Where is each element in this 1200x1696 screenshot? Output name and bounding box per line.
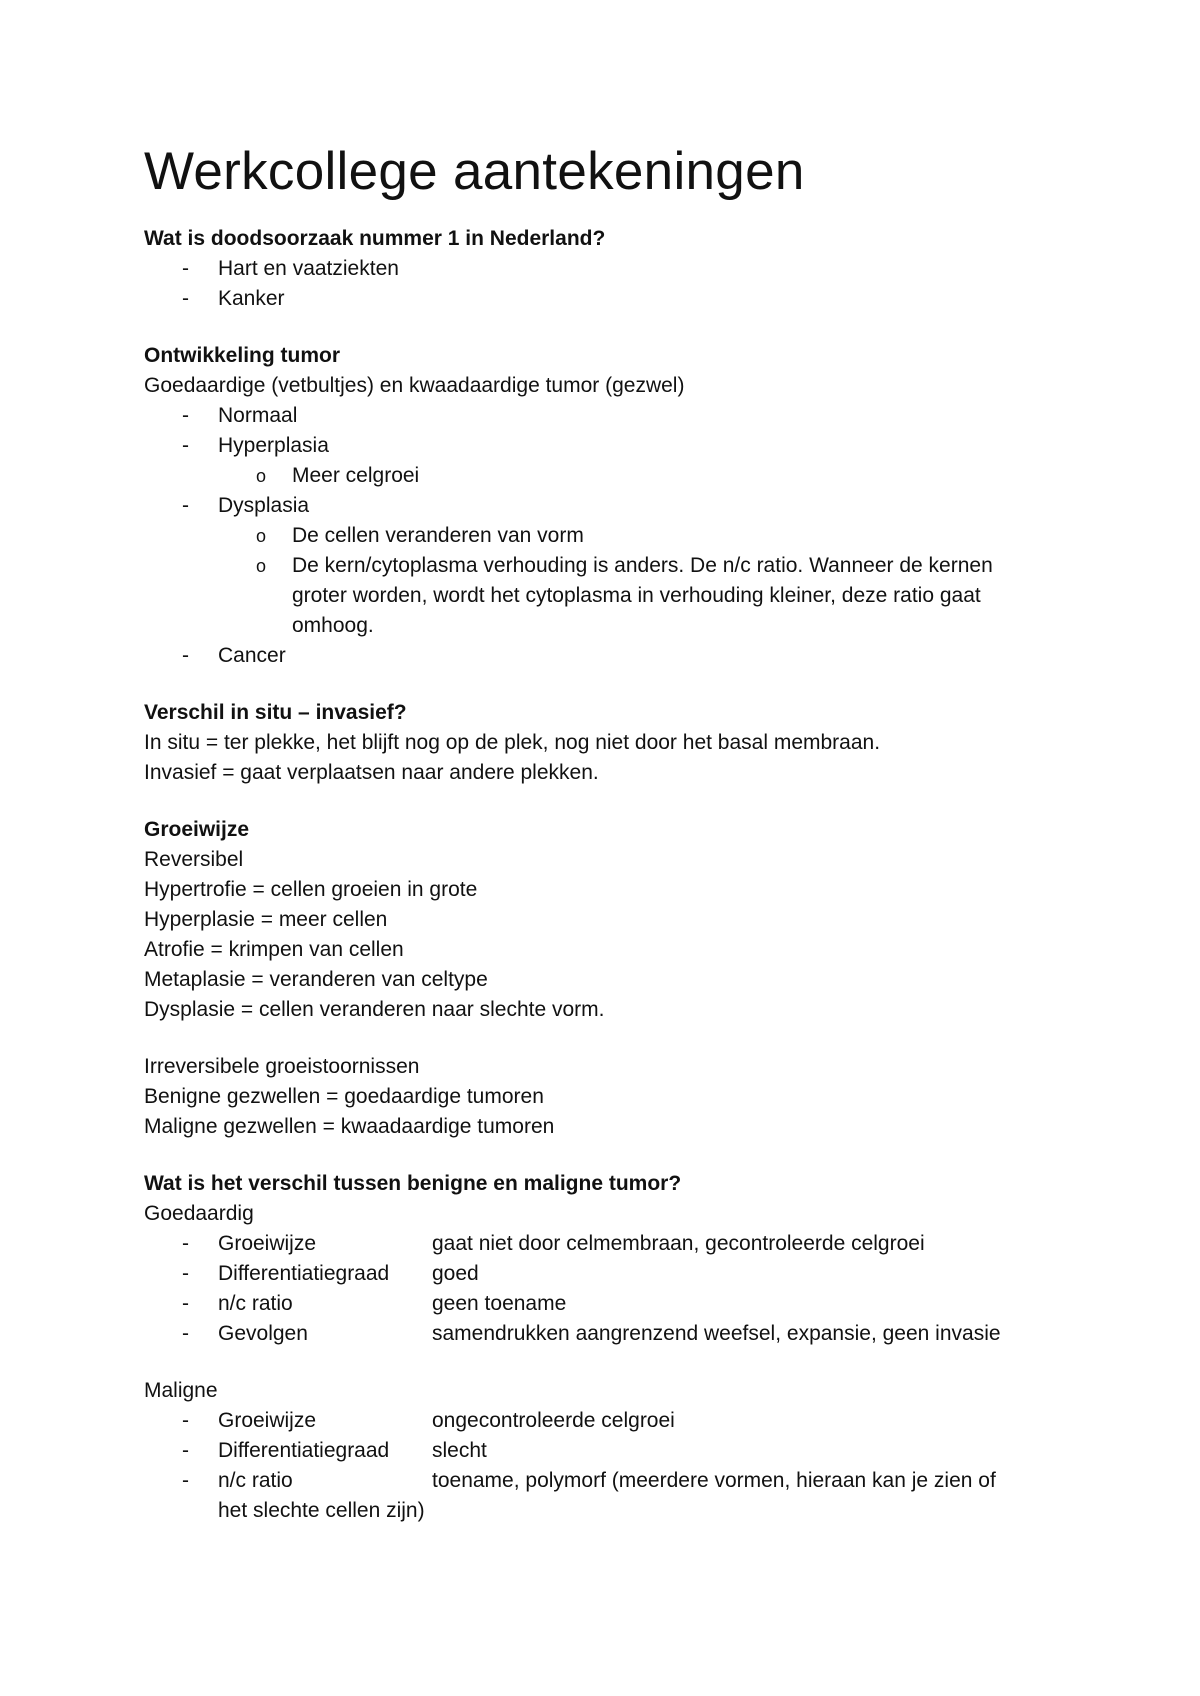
text-line: Maligne gezwellen = kwaadaardige tumoren bbox=[144, 1115, 555, 1138]
list-item bbox=[144, 1436, 1044, 1466]
dash-bullet: - bbox=[182, 494, 189, 517]
list-item: - Cancer bbox=[144, 641, 1044, 671]
text-line: Atrofie = krimpen van cellen bbox=[144, 938, 404, 961]
section-heading-in-situ: Verschil in situ – invasief? bbox=[144, 701, 407, 724]
property-value: ongecontroleerde celgroei bbox=[432, 1409, 675, 1432]
continuation-text: het slechte cellen zijn) bbox=[218, 1499, 425, 1522]
property-value: goed bbox=[432, 1262, 479, 1285]
page-title: Werkcollege aantekeningen bbox=[144, 142, 805, 201]
benign-label: Goedaardig bbox=[144, 1202, 254, 1225]
list-item: - Kanker bbox=[144, 284, 1044, 314]
dash-bullet: - bbox=[182, 1409, 189, 1432]
dash-bullet: - bbox=[182, 287, 189, 310]
property-value: toename, polymorf (meerdere vormen, hieraan kan je zien of bbox=[432, 1469, 996, 1492]
list-item: - Dysplasia o De cellen veranderen van vorm o De kern/cytoplasma verhouding is anders. De n/c ratio. Wanneer de kernen groter worden, wordt het cytoplasma in verhouding kleiner, deze ratio gaat omhoog. bbox=[144, 491, 1044, 641]
bullet-list bbox=[144, 254, 1044, 314]
list-item: - Normaal bbox=[144, 401, 1044, 431]
property-value: samendrukken aangrenzend weefsel, expansie, geen invasie bbox=[432, 1322, 1001, 1345]
sub-list bbox=[218, 521, 1044, 641]
dash-bullet: - bbox=[182, 1439, 189, 1462]
intro-text: Goedaardige (vetbultjes) en kwaadaardige tumor (gezwel) bbox=[144, 374, 685, 397]
list-item bbox=[144, 1259, 1044, 1289]
circle-bullet: o bbox=[256, 556, 267, 576]
text-line: In situ = ter plekke, het blijft nog op de plek, nog niet door het basal membraan. bbox=[144, 731, 881, 754]
list-item bbox=[144, 1319, 1044, 1349]
comparison-list-malign bbox=[144, 1406, 1044, 1526]
comparison-list-benign bbox=[144, 1229, 1044, 1349]
section-heading-verschil: Wat is het verschil tussen benigne en maligne tumor? bbox=[144, 1172, 682, 1195]
list-item bbox=[144, 1229, 1044, 1259]
text-line: Reversibel bbox=[144, 848, 244, 871]
dash-bullet: - bbox=[182, 1232, 189, 1255]
sub-list-item: o Meer celgroei bbox=[218, 461, 1044, 491]
property-label: Gevolgen bbox=[218, 1322, 308, 1345]
property-label: n/c ratio bbox=[218, 1292, 293, 1315]
property-label: Groeiwijze bbox=[218, 1409, 317, 1432]
section-heading-ontwikkeling: Ontwikkeling tumor bbox=[144, 344, 341, 367]
sub-list bbox=[218, 461, 1044, 491]
dash-bullet: - bbox=[182, 1469, 189, 1492]
sub-list-item: o De cellen veranderen van vorm bbox=[218, 521, 1044, 551]
circle-bullet: o bbox=[256, 466, 267, 486]
text-line: Irreversibele groeistoornissen bbox=[144, 1055, 420, 1078]
text-line: Metaplasie = veranderen van celtype bbox=[144, 968, 488, 991]
text-line: Hyperplasie = meer cellen bbox=[144, 908, 388, 931]
list-item: - Hart en vaatziekten bbox=[144, 254, 1044, 284]
dash-bullet: - bbox=[182, 257, 189, 280]
dash-bullet: - bbox=[182, 1292, 189, 1315]
dash-bullet: - bbox=[182, 1322, 189, 1345]
property-label: Differentiatiegraad bbox=[218, 1262, 390, 1285]
dash-bullet: - bbox=[182, 404, 189, 427]
bullet-list bbox=[144, 401, 1044, 671]
property-label: n/c ratio bbox=[218, 1469, 293, 1492]
text-line: Dysplasie = cellen veranderen naar slechte vorm. bbox=[144, 998, 605, 1021]
list-item bbox=[144, 1466, 1044, 1526]
document-page bbox=[144, 140, 1044, 1526]
dash-bullet: - bbox=[182, 1262, 189, 1285]
text-line: Invasief = gaat verplaatsen naar andere plekken. bbox=[144, 761, 599, 784]
dash-bullet: - bbox=[182, 434, 189, 457]
list-item bbox=[144, 1289, 1044, 1319]
section-heading-doodsoorzaak: Wat is doodsoorzaak nummer 1 in Nederland? bbox=[144, 227, 606, 250]
property-value: slecht bbox=[432, 1439, 487, 1462]
sub-list-item: o De kern/cytoplasma verhouding is anders. De n/c ratio. Wanneer de kernen groter worden, wordt het cytoplasma in verhouding kleiner, deze ratio gaat omhoog. bbox=[218, 551, 1044, 641]
circle-bullet: o bbox=[256, 526, 267, 546]
malign-label: Maligne bbox=[144, 1379, 218, 1402]
property-label: Groeiwijze bbox=[218, 1232, 317, 1255]
property-label: Differentiatiegraad bbox=[218, 1439, 390, 1462]
property-value: gaat niet door celmembraan, gecontroleerde celgroei bbox=[432, 1232, 925, 1255]
property-value: geen toename bbox=[432, 1292, 567, 1315]
text-line: Hypertrofie = cellen groeien in grote bbox=[144, 878, 478, 901]
text-line: Benigne gezwellen = goedaardige tumoren bbox=[144, 1085, 544, 1108]
section-heading-groeiwijze: Groeiwijze bbox=[144, 818, 250, 841]
list-item: - Hyperplasia o Meer celgroei bbox=[144, 431, 1044, 491]
dash-bullet: - bbox=[182, 644, 189, 667]
list-item bbox=[144, 1406, 1044, 1436]
